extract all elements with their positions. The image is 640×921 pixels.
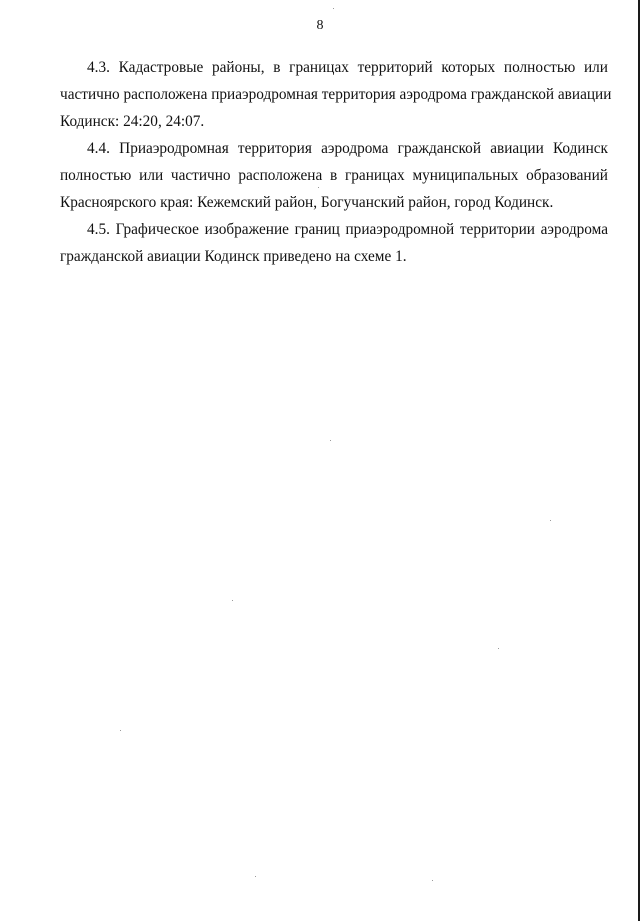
paragraph-line: частично расположена приаэродромная территория аэродрома гражданской авиации <box>60 86 612 103</box>
paragraph-4-4 <box>60 135 608 216</box>
scan-speck <box>550 520 551 521</box>
scan-speck <box>333 8 334 9</box>
page-number: 8 <box>316 18 324 33</box>
scan-speck <box>498 648 499 649</box>
paragraph-line: 4.5. Графическое изображение границ приаэродромной территории аэродрома <box>87 221 608 238</box>
paragraph-4-5 <box>60 216 608 270</box>
paragraph-4-3 <box>60 54 612 135</box>
scan-speck <box>232 600 233 601</box>
paragraph-line: Красноярского края: Кежемский район, Богучанский район, город Кодинск. <box>60 194 554 211</box>
scan-speck <box>255 876 256 877</box>
paragraph-line: полностью или частично расположена в границах муниципальных образований <box>60 167 608 184</box>
paragraph-line: гражданской авиации Кодинск приведено на схеме 1. <box>60 248 407 265</box>
scan-speck <box>432 880 433 881</box>
paragraph-line: Кодинск: 24:20, 24:07. <box>60 113 205 130</box>
scan-speck <box>120 730 121 731</box>
scan-speck <box>330 440 331 441</box>
paragraph-line: 4.4. Приаэродромная территория аэродрома гражданской авиации Кодинск <box>87 140 608 157</box>
paragraph-line: 4.3. Кадастровые районы, в границах территорий которых полностью или <box>87 59 608 76</box>
scan-speck <box>318 187 319 188</box>
